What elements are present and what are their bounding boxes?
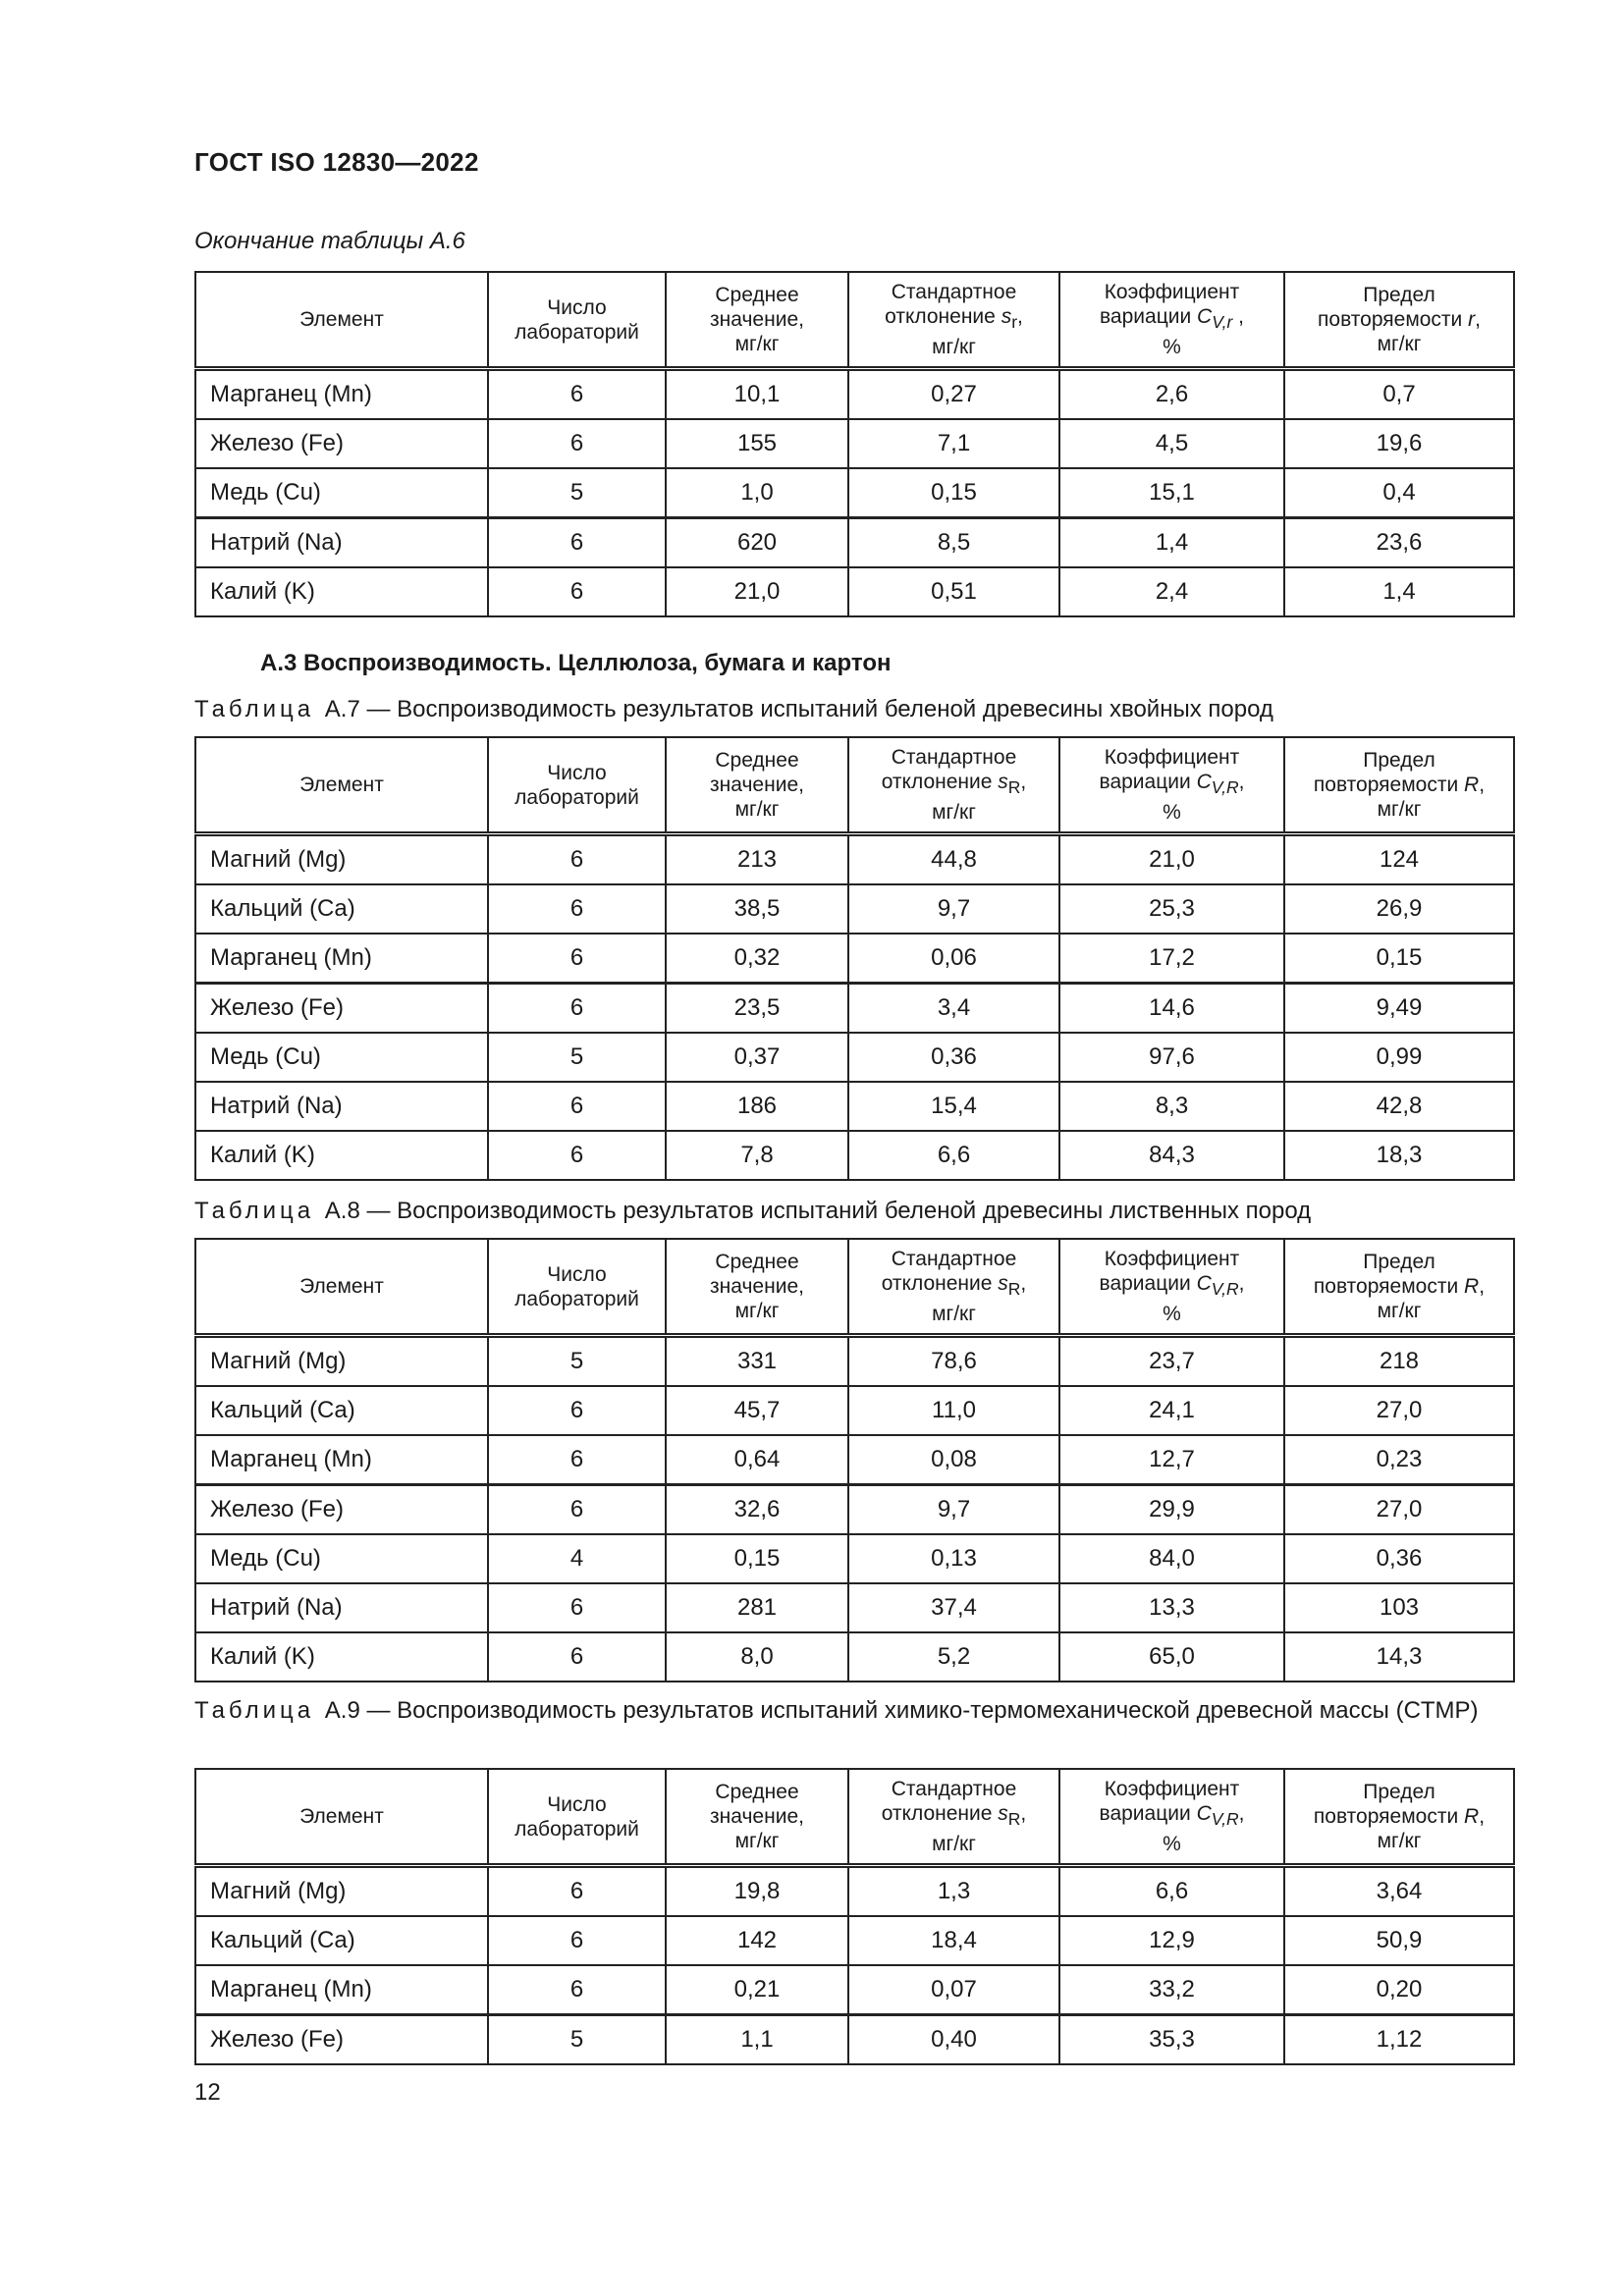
header-cv-line: вариации xyxy=(1099,1271,1191,1295)
cell-mean: 186 xyxy=(666,1082,848,1131)
cell-limit: 0,15 xyxy=(1284,934,1514,984)
header-row xyxy=(195,272,1514,369)
cell-labs: 6 xyxy=(488,419,666,468)
header-cv-comma: , xyxy=(1238,1271,1245,1295)
cell-limit: 0,23 xyxy=(1284,1435,1514,1485)
header-limit-comma: , xyxy=(1479,1275,1486,1298)
header-limit-line: мг/кг xyxy=(1377,1830,1422,1852)
header-sd-subscript: R xyxy=(1007,1279,1021,1300)
header-cv-line: Коэффициент xyxy=(1104,745,1240,769)
table-row xyxy=(195,834,1514,885)
table-a9 xyxy=(194,1768,1515,2065)
header-sd-comma: , xyxy=(1020,1271,1027,1295)
cell-element: Кальций (Ca) xyxy=(195,1916,488,1965)
cell-limit: 218 xyxy=(1284,1336,1514,1387)
cell-mean: 23,5 xyxy=(666,984,848,1034)
cell-limit: 27,0 xyxy=(1284,1386,1514,1435)
header-cv-line: % xyxy=(1163,801,1181,825)
header-mean-line: значение, xyxy=(710,308,804,331)
header-limit-symbol: R xyxy=(1464,774,1480,796)
header-sd-line: Стандартное xyxy=(891,1777,1017,1800)
cell-limit: 1,4 xyxy=(1284,567,1514,616)
cell-limit: 103 xyxy=(1284,1583,1514,1632)
cell-sd: 9,7 xyxy=(848,884,1059,934)
header-cv-comma: , xyxy=(1232,304,1244,328)
cell-cv: 21,0 xyxy=(1059,834,1284,885)
header-sd-symbol: s xyxy=(998,770,1008,793)
header-cv xyxy=(1059,1769,1284,1866)
table-row xyxy=(195,1131,1514,1180)
table-row xyxy=(195,1916,1514,1965)
header-limit xyxy=(1284,1769,1514,1866)
header-labs-line: лабораторий xyxy=(514,1287,639,1310)
cell-cv: 14,6 xyxy=(1059,984,1284,1034)
header-limit-line: повторяемости xyxy=(1313,1805,1459,1828)
table-a7 xyxy=(194,736,1515,1181)
header-mean-line: значение, xyxy=(710,1275,804,1298)
header-cv-subscript: V,R xyxy=(1211,1809,1239,1830)
cell-limit: 0,36 xyxy=(1284,1534,1514,1583)
header-sd-subscript: r xyxy=(1011,312,1018,333)
header-mean xyxy=(666,272,848,369)
header-limit-line: мг/кг xyxy=(1377,333,1422,355)
cell-cv: 8,3 xyxy=(1059,1082,1284,1131)
cell-element: Медь (Cu) xyxy=(195,1534,488,1583)
table-row xyxy=(195,567,1514,616)
header-mean-line: Среднее xyxy=(715,749,799,772)
cell-cv: 6,6 xyxy=(1059,1866,1284,1917)
cell-mean: 0,32 xyxy=(666,934,848,984)
cell-limit: 3,64 xyxy=(1284,1866,1514,1917)
header-sd xyxy=(848,272,1059,369)
header-cv-subscript: V,R xyxy=(1211,777,1239,798)
table-a6-continuation-caption: Окончание таблицы А.6 xyxy=(194,228,465,254)
cell-labs: 5 xyxy=(488,2015,666,2065)
cell-cv: 25,3 xyxy=(1059,884,1284,934)
document-header: ГОСТ ISO 12830—2022 xyxy=(194,147,479,177)
cell-limit: 1,12 xyxy=(1284,2015,1514,2065)
header-cv-symbol: C xyxy=(1196,1801,1212,1825)
header-limit xyxy=(1284,272,1514,369)
cell-cv: 35,3 xyxy=(1059,2015,1284,2065)
cell-element: Медь (Cu) xyxy=(195,1033,488,1082)
cell-sd: 9,7 xyxy=(848,1485,1059,1535)
header-labs-line: Число xyxy=(547,295,607,319)
cell-element: Марганец (Mn) xyxy=(195,1965,488,2015)
header-limit xyxy=(1284,1239,1514,1336)
table-a8-caption-lead: Таблица xyxy=(194,1198,315,1224)
header-limit-symbol: R xyxy=(1464,1805,1480,1828)
header-sd-subscript: R xyxy=(1007,777,1021,798)
cell-labs: 5 xyxy=(488,1336,666,1387)
cell-sd: 8,5 xyxy=(848,518,1059,568)
cell-sd: 0,08 xyxy=(848,1435,1059,1485)
header-cv-line: Коэффициент xyxy=(1104,1247,1240,1270)
cell-mean: 32,6 xyxy=(666,1485,848,1535)
cell-element: Кальций (Ca) xyxy=(195,884,488,934)
table-row xyxy=(195,1485,1514,1535)
cell-cv: 84,0 xyxy=(1059,1534,1284,1583)
cell-mean: 8,0 xyxy=(666,1632,848,1682)
header-sd-subscript: R xyxy=(1007,1809,1021,1830)
cell-limit: 19,6 xyxy=(1284,419,1514,468)
cell-mean: 142 xyxy=(666,1916,848,1965)
header-limit-line: повторяемости xyxy=(1318,308,1463,331)
header-cv xyxy=(1059,272,1284,369)
cell-cv: 65,0 xyxy=(1059,1632,1284,1682)
header-labs xyxy=(488,737,666,834)
cell-sd: 37,4 xyxy=(848,1583,1059,1632)
header-cv-line: вариации xyxy=(1099,770,1191,793)
cell-sd: 0,07 xyxy=(848,1965,1059,2015)
cell-limit: 0,99 xyxy=(1284,1033,1514,1082)
header-limit-line: повторяемости xyxy=(1313,1275,1459,1298)
cell-labs: 6 xyxy=(488,369,666,420)
table-row xyxy=(195,1965,1514,2015)
header-limit-line: мг/кг xyxy=(1377,1300,1422,1322)
cell-limit: 18,3 xyxy=(1284,1131,1514,1180)
table-a7-caption-lead: Таблица xyxy=(194,696,315,722)
header-cv-comma: , xyxy=(1238,1801,1245,1825)
cell-limit: 27,0 xyxy=(1284,1485,1514,1535)
cell-element: Марганец (Mn) xyxy=(195,934,488,984)
table-row xyxy=(195,518,1514,568)
cell-mean: 21,0 xyxy=(666,567,848,616)
cell-limit: 0,7 xyxy=(1284,369,1514,420)
table-row xyxy=(195,1534,1514,1583)
cell-element: Натрий (Na) xyxy=(195,1082,488,1131)
cell-cv: 23,7 xyxy=(1059,1336,1284,1387)
header-element-label: Элемент xyxy=(299,1805,384,1828)
cell-element: Железо (Fe) xyxy=(195,1485,488,1535)
header-sd-line: мг/кг xyxy=(932,1833,976,1856)
header-sd xyxy=(848,1239,1059,1336)
cell-cv: 84,3 xyxy=(1059,1131,1284,1180)
cell-labs: 6 xyxy=(488,1082,666,1131)
section-heading-a3: А.3 Воспроизводимость. Целлюлоза, бумага и картон xyxy=(260,650,892,676)
cell-mean: 10,1 xyxy=(666,369,848,420)
header-limit-symbol: r xyxy=(1468,308,1476,331)
header-cv-subscript: V,r xyxy=(1212,312,1233,333)
cell-cv: 1,4 xyxy=(1059,518,1284,568)
table-row xyxy=(195,2015,1514,2065)
header-limit-line: повторяемости xyxy=(1313,774,1459,796)
cell-limit: 23,6 xyxy=(1284,518,1514,568)
header-cv-line: % xyxy=(1163,336,1181,359)
header-cv xyxy=(1059,737,1284,834)
header-limit-line: Предел xyxy=(1363,1251,1435,1273)
header-cv xyxy=(1059,1239,1284,1336)
cell-labs: 6 xyxy=(488,1435,666,1485)
header-element xyxy=(195,1769,488,1866)
cell-sd: 15,4 xyxy=(848,1082,1059,1131)
header-sd-line: Стандартное xyxy=(891,745,1017,769)
header-sd-line: мг/кг xyxy=(932,336,976,359)
header-sd-line: мг/кг xyxy=(932,801,976,825)
cell-sd: 44,8 xyxy=(848,834,1059,885)
header-sd-line: отклонение xyxy=(881,1801,993,1825)
page-number: 12 xyxy=(194,2079,221,2106)
cell-mean: 155 xyxy=(666,419,848,468)
cell-cv: 12,7 xyxy=(1059,1435,1284,1485)
cell-cv: 97,6 xyxy=(1059,1033,1284,1082)
header-limit-line: мг/кг xyxy=(1377,798,1422,821)
cell-sd: 7,1 xyxy=(848,419,1059,468)
cell-sd: 5,2 xyxy=(848,1632,1059,1682)
cell-mean: 0,37 xyxy=(666,1033,848,1082)
cell-labs: 5 xyxy=(488,468,666,518)
cell-element: Марганец (Mn) xyxy=(195,369,488,420)
cell-limit: 0,4 xyxy=(1284,468,1514,518)
cell-cv: 24,1 xyxy=(1059,1386,1284,1435)
header-sd-line: мг/кг xyxy=(932,1303,976,1326)
table-row xyxy=(195,1033,1514,1082)
cell-mean: 1,1 xyxy=(666,2015,848,2065)
header-sd-line: отклонение xyxy=(885,304,996,328)
cell-labs: 6 xyxy=(488,518,666,568)
cell-mean: 331 xyxy=(666,1336,848,1387)
cell-mean: 1,0 xyxy=(666,468,848,518)
cell-mean: 620 xyxy=(666,518,848,568)
header-labs-line: Число xyxy=(547,1262,607,1286)
header-mean-line: мг/кг xyxy=(734,798,780,821)
table-row xyxy=(195,1082,1514,1131)
header-sd-symbol: s xyxy=(998,1271,1008,1295)
header-mean-line: мг/кг xyxy=(734,1300,780,1322)
header-sd xyxy=(848,737,1059,834)
header-cv-line: вариации xyxy=(1100,304,1192,328)
table-row xyxy=(195,1386,1514,1435)
cell-cv: 12,9 xyxy=(1059,1916,1284,1965)
table-a7-caption xyxy=(194,694,1512,724)
cell-cv: 29,9 xyxy=(1059,1485,1284,1535)
cell-limit: 124 xyxy=(1284,834,1514,885)
cell-mean: 0,21 xyxy=(666,1965,848,2015)
table-a7-caption-text: А.7 — Воспроизводимость результатов испытаний беленой древесины хвойных пород xyxy=(324,696,1273,722)
table-row xyxy=(195,1583,1514,1632)
header-element xyxy=(195,737,488,834)
cell-mean: 19,8 xyxy=(666,1866,848,1917)
header-element xyxy=(195,272,488,369)
header-limit-line: Предел xyxy=(1363,749,1435,772)
table-row xyxy=(195,369,1514,420)
header-mean-line: Среднее xyxy=(715,284,799,306)
cell-sd: 1,3 xyxy=(848,1866,1059,1917)
table-a8-caption-text: А.8 — Воспроизводимость результатов испытаний беленой древесины лиственных пород xyxy=(324,1198,1312,1224)
header-cv-symbol: C xyxy=(1197,304,1213,328)
table-row xyxy=(195,1336,1514,1387)
table-row xyxy=(195,1435,1514,1485)
table-a8-caption xyxy=(194,1196,1512,1226)
cell-labs: 4 xyxy=(488,1534,666,1583)
header-sd-comma: , xyxy=(1020,1801,1027,1825)
table-row xyxy=(195,419,1514,468)
cell-element: Железо (Fe) xyxy=(195,419,488,468)
cell-element: Калий (K) xyxy=(195,1131,488,1180)
header-cv-line: % xyxy=(1163,1833,1181,1856)
header-element xyxy=(195,1239,488,1336)
header-mean-line: мг/кг xyxy=(734,1830,780,1852)
cell-labs: 6 xyxy=(488,1866,666,1917)
table-a8 xyxy=(194,1238,1515,1682)
cell-labs: 6 xyxy=(488,1916,666,1965)
cell-element: Калий (K) xyxy=(195,1632,488,1682)
cell-cv: 17,2 xyxy=(1059,934,1284,984)
header-row xyxy=(195,1239,1514,1336)
cell-element: Железо (Fe) xyxy=(195,984,488,1034)
cell-sd: 0,40 xyxy=(848,2015,1059,2065)
table-row xyxy=(195,984,1514,1034)
table-row xyxy=(195,1632,1514,1682)
cell-limit: 14,3 xyxy=(1284,1632,1514,1682)
header-labs-line: Число xyxy=(547,1792,607,1816)
cell-limit: 50,9 xyxy=(1284,1916,1514,1965)
cell-labs: 6 xyxy=(488,884,666,934)
header-cv-line: Коэффициент xyxy=(1104,280,1240,303)
header-limit-line: Предел xyxy=(1363,1781,1435,1803)
cell-sd: 0,15 xyxy=(848,468,1059,518)
header-labs-line: Число xyxy=(547,761,607,784)
cell-labs: 6 xyxy=(488,984,666,1034)
header-cv-line: Коэффициент xyxy=(1104,1777,1240,1800)
table-a9-caption xyxy=(194,1695,1512,1726)
table-a6 xyxy=(194,271,1515,617)
header-cv-line: вариации xyxy=(1099,1801,1191,1825)
header-labs-line: лабораторий xyxy=(514,1817,639,1841)
header-mean-line: мг/кг xyxy=(734,333,780,355)
cell-sd: 18,4 xyxy=(848,1916,1059,1965)
header-mean-line: значение, xyxy=(710,774,804,796)
header-mean xyxy=(666,1769,848,1866)
header-element-label: Элемент xyxy=(299,774,384,796)
cell-mean: 281 xyxy=(666,1583,848,1632)
cell-mean: 45,7 xyxy=(666,1386,848,1435)
cell-element: Железо (Fe) xyxy=(195,2015,488,2065)
cell-mean: 7,8 xyxy=(666,1131,848,1180)
header-sd xyxy=(848,1769,1059,1866)
cell-element: Кальций (Ca) xyxy=(195,1386,488,1435)
cell-limit: 26,9 xyxy=(1284,884,1514,934)
cell-element: Магний (Mg) xyxy=(195,834,488,885)
cell-labs: 6 xyxy=(488,934,666,984)
header-mean-line: Среднее xyxy=(715,1781,799,1803)
header-labs-line: лабораторий xyxy=(514,785,639,809)
cell-cv: 15,1 xyxy=(1059,468,1284,518)
header-labs xyxy=(488,1769,666,1866)
header-sd-line: отклонение xyxy=(881,770,993,793)
header-mean xyxy=(666,737,848,834)
cell-labs: 6 xyxy=(488,1965,666,2015)
cell-cv: 33,2 xyxy=(1059,1965,1284,2015)
cell-element: Натрий (Na) xyxy=(195,518,488,568)
header-limit-symbol: R xyxy=(1464,1275,1480,1298)
cell-cv: 2,6 xyxy=(1059,369,1284,420)
table-row xyxy=(195,468,1514,518)
cell-labs: 6 xyxy=(488,1131,666,1180)
cell-labs: 6 xyxy=(488,567,666,616)
header-element-label: Элемент xyxy=(299,308,384,331)
cell-labs: 5 xyxy=(488,1033,666,1082)
cell-element: Марганец (Mn) xyxy=(195,1435,488,1485)
header-row xyxy=(195,1769,1514,1866)
header-limit-comma: , xyxy=(1479,774,1486,796)
cell-labs: 6 xyxy=(488,1485,666,1535)
header-limit-comma: , xyxy=(1479,1805,1486,1828)
cell-limit: 9,49 xyxy=(1284,984,1514,1034)
table-a9-caption-text: А.9 — Воспроизводимость результатов испытаний химико-термомеханической древесной массы (CTMP) xyxy=(324,1697,1479,1724)
header-sd-line: Стандартное xyxy=(891,280,1017,303)
table-a9-caption-lead: Таблица xyxy=(194,1697,315,1724)
cell-mean: 38,5 xyxy=(666,884,848,934)
cell-mean: 213 xyxy=(666,834,848,885)
header-limit-line: Предел xyxy=(1363,284,1435,306)
cell-limit: 42,8 xyxy=(1284,1082,1514,1131)
header-labs xyxy=(488,272,666,369)
header-sd-line: Стандартное xyxy=(891,1247,1017,1270)
cell-sd: 3,4 xyxy=(848,984,1059,1034)
header-element-label: Элемент xyxy=(299,1275,384,1298)
header-sd-comma: , xyxy=(1017,304,1023,328)
header-mean-line: значение, xyxy=(710,1805,804,1828)
cell-element: Калий (K) xyxy=(195,567,488,616)
cell-labs: 6 xyxy=(488,1386,666,1435)
cell-element: Магний (Mg) xyxy=(195,1336,488,1387)
header-sd-comma: , xyxy=(1020,770,1027,793)
cell-sd: 0,51 xyxy=(848,567,1059,616)
cell-labs: 6 xyxy=(488,834,666,885)
header-mean xyxy=(666,1239,848,1336)
header-cv-symbol: C xyxy=(1196,770,1212,793)
cell-sd: 78,6 xyxy=(848,1336,1059,1387)
header-sd-symbol: s xyxy=(998,1801,1008,1825)
header-limit-comma: , xyxy=(1475,308,1481,331)
header-cv-comma: , xyxy=(1238,770,1245,793)
header-mean-line: Среднее xyxy=(715,1251,799,1273)
cell-element: Медь (Cu) xyxy=(195,468,488,518)
header-cv-subscript: V,R xyxy=(1211,1279,1239,1300)
cell-mean: 0,15 xyxy=(666,1534,848,1583)
cell-sd: 0,06 xyxy=(848,934,1059,984)
header-row xyxy=(195,737,1514,834)
cell-labs: 6 xyxy=(488,1583,666,1632)
header-labs xyxy=(488,1239,666,1336)
header-limit xyxy=(1284,737,1514,834)
cell-sd: 0,27 xyxy=(848,369,1059,420)
table-row xyxy=(195,884,1514,934)
cell-mean: 0,64 xyxy=(666,1435,848,1485)
header-sd-line: отклонение xyxy=(881,1271,993,1295)
cell-element: Натрий (Na) xyxy=(195,1583,488,1632)
cell-labs: 6 xyxy=(488,1632,666,1682)
cell-cv: 2,4 xyxy=(1059,567,1284,616)
cell-sd: 6,6 xyxy=(848,1131,1059,1180)
cell-element: Магний (Mg) xyxy=(195,1866,488,1917)
header-cv-symbol: C xyxy=(1196,1271,1212,1295)
header-labs-line: лабораторий xyxy=(514,320,639,344)
table-row xyxy=(195,934,1514,984)
cell-cv: 13,3 xyxy=(1059,1583,1284,1632)
cell-sd: 11,0 xyxy=(848,1386,1059,1435)
cell-sd: 0,36 xyxy=(848,1033,1059,1082)
cell-limit: 0,20 xyxy=(1284,1965,1514,2015)
header-cv-line: % xyxy=(1163,1303,1181,1326)
cell-sd: 0,13 xyxy=(848,1534,1059,1583)
table-row xyxy=(195,1866,1514,1917)
cell-cv: 4,5 xyxy=(1059,419,1284,468)
header-sd-symbol: s xyxy=(1001,304,1012,328)
